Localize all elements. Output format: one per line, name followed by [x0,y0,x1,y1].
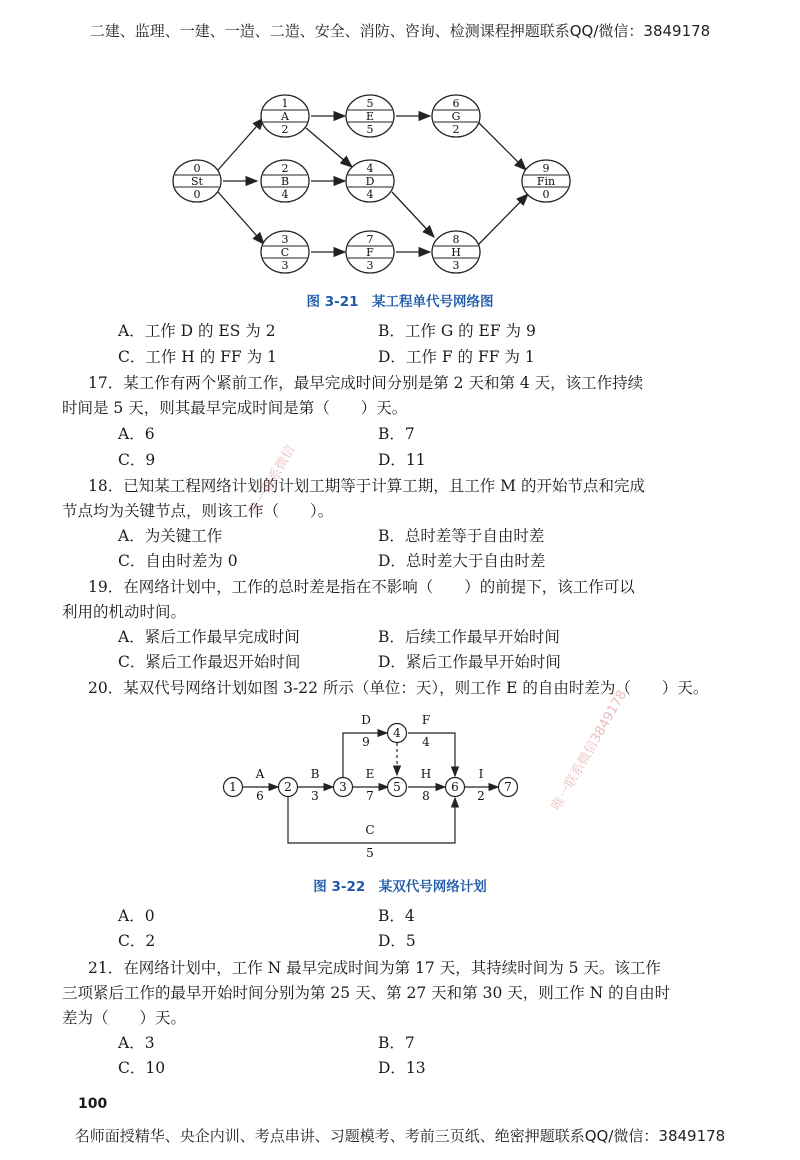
q16-option-b: B．工作 G 的 EF 为 9 [378,322,536,340]
q18-option-b: B．总时差等于自由时差 [378,527,545,545]
node-E [346,95,394,137]
q17-stem-2: 时间是 5 天，则其最早完成时间是第（ ）天。 [62,399,408,417]
activity-H-duration: 8 [422,789,430,803]
node-B-mid: B [280,175,290,188]
node-F-mid: F [366,246,374,259]
activity-E-duration: 7 [366,789,374,803]
node-St-bot: 0 [193,188,201,201]
activity-I-duration: 2 [477,789,485,803]
node-G-mid: G [451,110,461,123]
q18-stem-1: 18．已知某工程网络计划的计划工期等于计算工期，且工作 M 的开始节点和完成 [88,477,645,495]
node-D [346,160,394,202]
q20-option-c: C．2 [118,932,156,950]
activity-F-duration: 4 [422,735,430,749]
node-E-top: 5 [366,97,374,110]
event-node-5 [388,778,407,797]
svg-text:5: 5 [393,780,401,794]
q17-option-c: C．9 [118,451,156,469]
node-B-top: 2 [281,162,289,175]
page-footer: 名师面授精华、央企内训、考点串讲、习题模考、考前三页纸、绝密押题联系QQ/微信：3849178 [74,1127,726,1145]
activity-A-name: A [255,767,265,781]
page-header: 二建、监理、一建、一造、二造、安全、消防、咨询、检测课程押题联系QQ/微信：3849178 [89,22,711,40]
node-H [432,231,480,273]
watermark-2: 唯一联系微信3849178 [549,687,631,814]
svg-text:2: 2 [284,780,292,794]
node-F-bot: 3 [366,259,374,272]
node-G-bot: 2 [452,123,460,136]
node-Fin [522,160,570,202]
activity-H-name: H [420,767,432,781]
page-number: 100 [78,1096,108,1112]
node-F [346,231,394,273]
node-E-bot: 5 [366,123,374,136]
q21-option-b: B．7 [378,1034,415,1052]
activity-I-name: I [478,767,484,781]
activity-D-name: D [361,713,371,727]
q18-option-c: C．自由时差为 0 [118,552,238,570]
node-H-top: 8 [452,233,460,246]
activity-D-duration: 9 [362,735,370,749]
q16-option-d: D．工作 F 的 FF 为 1 [378,348,535,366]
q17-option-b: B．7 [378,425,415,443]
q20-option-b: B．4 [378,907,415,925]
svg-text:3: 3 [339,780,347,794]
event-node-3 [334,778,353,797]
event-node-2 [279,778,298,797]
q18-option-d: D．总时差大于自由时差 [378,552,546,570]
q19-option-c: C．紧后工作最迟开始时间 [118,653,301,671]
q20-stem: 20．某双代号网络计划如图 3-22 所示（单位：天），则工作 E 的自由时差为（ ）天。 [88,679,709,697]
q19-option-b: B．后续工作最早开始时间 [378,628,560,646]
node-D-bot: 4 [366,188,374,201]
node-B-bot: 4 [281,188,289,201]
q19-option-d: D．紧后工作最早开始时间 [378,653,561,671]
node-C-bot: 3 [281,259,289,272]
figure-3-22 [0,710,800,870]
svg-text:7: 7 [504,780,512,794]
node-C-mid: C [280,246,290,259]
activity-A-duration: 6 [256,789,264,803]
q17-stem-1: 17．某工作有两个紧前工作，最早完成时间分别是第 2 天和第 4 天，该工作持续 [88,374,644,392]
figure-3-21-caption: 图 3-21 某工程单代号网络图 [306,294,494,310]
event-node-1 [224,778,243,797]
node-G [432,95,480,137]
node-H-mid: H [451,246,461,259]
node-A-mid: A [281,110,289,123]
q20-option-a: A．0 [118,907,155,925]
node-A-top: 1 [281,97,289,110]
svg-text:6: 6 [451,780,459,794]
q21-option-c: C．10 [118,1059,166,1077]
activity-F-name: F [421,713,431,727]
node-B [261,160,309,202]
node-D-top: 4 [366,162,374,175]
activity-C-duration: 5 [366,846,374,860]
node-St-mid: St [191,175,203,188]
node-G-top: 6 [452,97,460,110]
node-H-bot: 3 [452,259,460,272]
activity-B-duration: 3 [311,789,319,803]
svg-text:1: 1 [229,780,237,794]
activity-E-name: E [365,767,375,781]
node-A-bot: 2 [281,123,289,136]
activity-B-name: B [310,767,320,781]
q18-option-a: A．为关键工作 [118,527,223,545]
node-Fin-top: 9 [542,162,550,175]
q21-stem-3: 差为（ ）天。 [62,1009,187,1027]
event-node-6 [446,778,465,797]
q21-option-a: A．3 [118,1034,155,1052]
q16-option-a: A．工作 D 的 ES 为 2 [118,322,276,340]
q19-option-a: A．紧后工作最早完成时间 [118,628,300,646]
q17-option-d: D．11 [378,451,426,469]
node-Fin-bot: 0 [542,188,550,201]
node-C-top: 3 [281,233,289,246]
q21-stem-1: 21．在网络计划中，工作 N 最早完成时间为第 17 天，其持续时间为 5 天。该工作 [88,959,661,977]
node-E-mid: E [365,110,375,123]
svg-text:4: 4 [393,726,401,740]
figure-3-22-caption: 图 3-22 某双代号网络计划 [313,879,487,895]
q19-stem-1: 19．在网络计划中，工作的总时差是指在不影响（ ）的前提下，该工作可以 [88,578,635,596]
q21-option-d: D．13 [378,1059,426,1077]
q16-option-c: C．工作 H 的 FF 为 1 [118,348,277,366]
node-A [261,95,309,137]
node-F-top: 7 [366,233,374,246]
node-D-mid: D [365,175,375,188]
event-node-4 [388,724,407,743]
watermark-1: 唯一联系微信 [246,442,299,519]
node-C [261,231,309,273]
node-St [173,160,221,202]
q19-stem-2: 利用的机动时间。 [62,603,187,621]
q17-option-a: A．6 [118,425,155,443]
q20-option-d: D．5 [378,932,416,950]
q21-stem-2: 三项紧后工作的最早开始时间分别为第 25 天、第 27 天和第 30 天，则工作 N 的自由时 [62,984,671,1002]
event-node-7 [499,778,518,797]
q18-stem-2: 节点均为关键节点，则该工作（ ）。 [62,502,334,520]
node-St-top: 0 [193,162,201,175]
activity-C-name: C [365,823,375,837]
node-Fin-mid: Fin [536,175,556,188]
